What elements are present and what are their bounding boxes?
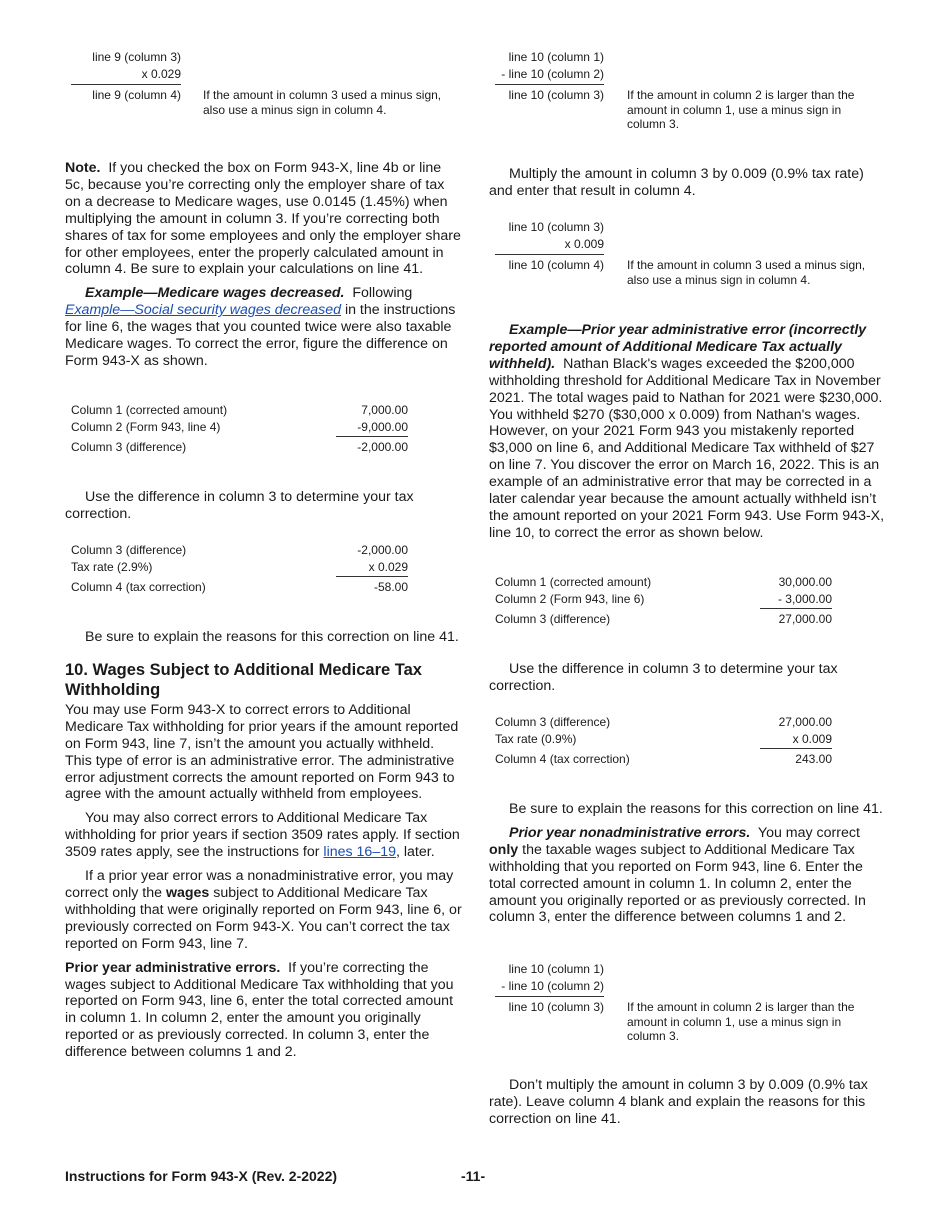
row-value: 27,000.00 xyxy=(778,612,832,626)
row-value: - 3,000.00 xyxy=(777,592,832,606)
row-value: 27,000.00 xyxy=(778,715,832,729)
table-row xyxy=(71,559,408,575)
table-medicare-difference xyxy=(65,402,463,458)
table-row xyxy=(71,439,408,455)
table-prior-difference xyxy=(489,574,889,630)
table-rule xyxy=(336,576,408,577)
row-value: -2,000.00 xyxy=(357,440,408,454)
nonadmin-lead: Prior year nonadministrative errors. xyxy=(509,824,751,841)
section-10-p4 xyxy=(65,960,463,1061)
row-value: -9,000.00 xyxy=(357,420,408,434)
nonadmin-paragraph xyxy=(489,825,889,926)
calc-line1: line 10 (column 3) xyxy=(508,220,604,234)
calc-line2: x 0.009 xyxy=(564,237,604,251)
dont-multiply-paragraph: Don’t multiply the amount in column 3 by 0.009 (0.9% tax rate). Leave column 4 blank and explain the reasons for this correction on line 41. xyxy=(489,1077,868,1127)
row-label: Tax rate (2.9%) xyxy=(71,560,153,574)
calc-result: line 10 (column 4) xyxy=(508,258,604,272)
calc-rule xyxy=(495,84,604,85)
example-prior-text: Nathan Black's wages exceeded the $200,000 withholding threshold for Additional Medicare Tax in November 2021. The total wages paid to Nathan for 2021 were $230,000. You withheld $270 ($30,000 x 0.009) from Nathan's wages. However, on your 2021 Form 943 you mistakenly reported $3,000 on line 6, and Additional Medicare Tax withheld of $27 on line 7. You discover the error on March 16, 2022. This is an example of an administrative error that may be corrected in a later calendar year because the amount actually withheld isn’t the amount reported on your 2021 Form 943. Use Form 943-X, line 10, to correct the error as shown below. xyxy=(489,355,885,541)
row-value: 30,000.00 xyxy=(778,575,832,589)
use-difference-left: Use the difference in column 3 to determine your tax correction. xyxy=(65,489,414,522)
table-prior-tax xyxy=(489,714,889,770)
table-row xyxy=(71,419,408,435)
calc-rule xyxy=(495,254,604,255)
example-medicare-paragraph xyxy=(65,285,463,370)
explain-right: Be sure to explain the reasons for this correction on line 41. xyxy=(509,801,883,817)
table-row xyxy=(495,731,832,747)
table-row xyxy=(495,714,832,730)
example-prior-paragraph xyxy=(489,322,889,542)
row-label: Column 4 (tax correction) xyxy=(71,580,206,594)
row-label: Column 3 (difference) xyxy=(495,612,611,626)
calc-line1: line 9 (column 3) xyxy=(92,50,181,64)
calc-rule xyxy=(495,996,604,997)
calc-line9 xyxy=(65,48,463,120)
row-label: Column 2 (Form 943, line 6) xyxy=(495,592,645,606)
calc-line1: line 10 (column 1) xyxy=(508,50,604,64)
table-medicare-tax xyxy=(65,542,463,598)
example-medicare-lead: Example—Medicare wages decreased. xyxy=(85,285,345,302)
row-label: Column 1 (corrected amount) xyxy=(495,575,652,589)
lines-16-19-link[interactable]: lines 16–19 xyxy=(323,844,396,861)
p3-text-after: subject to Additional Medicare Tax withholding that were originally reported on Form 943, line 6, or previously corrected on Form 943-X. You can’t correct the tax reported on Form 943, line 7. xyxy=(65,884,462,952)
example-prior-lead: Example—Prior year administrative error (incorrectly reported amount of Additional Medicare Tax actually withheld). xyxy=(489,322,867,372)
use-difference-right: Use the difference in column 3 to determine your tax correction. xyxy=(489,661,838,694)
p3-text-before: If a prior year error was a nonadministrative error, you may correct only the xyxy=(65,868,454,901)
row-value: -2,000.00 xyxy=(357,543,408,557)
calc-line10-diff-top xyxy=(489,48,889,138)
row-value: 243.00 xyxy=(795,752,832,766)
note-paragraph xyxy=(65,160,463,278)
note-lead: Note. xyxy=(65,160,101,176)
explain-left: Be sure to explain the reasons for this correction on line 41. xyxy=(85,629,459,645)
calc-note: If the amount in column 2 is larger than the amount in column 1, use a minus sign in column 3. xyxy=(627,1000,855,1043)
section-10-p1: You may use Form 943-X to correct errors to Additional Medicare Tax withholding for prior years if the amount reported on Form 943, line 7, isn’t the amount you actually withheld. This type of error is an administrative error. The administrative error adjustment corrects the amount reported on Form 943 to agree with the amount actually withheld from employees. xyxy=(65,701,459,803)
example-social-security-link[interactable]: Example—Social security wages decreased xyxy=(65,302,341,319)
p2-text-before: You may also correct errors to Additional Medicare Tax withholding for prior years if section 3509 rates apply. If section 3509 rates apply, see the instructions for xyxy=(65,810,460,861)
page-number: -11- xyxy=(461,1168,486,1184)
row-value: 7,000.00 xyxy=(361,403,408,417)
section-10-heading: 10. Wages Subject to Additional Medicare Tax Withholding xyxy=(65,660,422,699)
nonadmin-bold: only xyxy=(489,841,519,858)
nonadmin-text-before: You may correct xyxy=(757,824,860,841)
footer-title: Instructions for Form 943-X (Rev. 2-2022) xyxy=(65,1168,338,1184)
calc-note: If the amount in column 3 used a minus sign, also use a minus sign in column 4. xyxy=(627,258,866,287)
p2-text-after: , later. xyxy=(396,844,435,861)
row-label: Column 4 (tax correction) xyxy=(495,752,630,766)
calc-line1: line 10 (column 1) xyxy=(508,962,604,976)
row-label: Column 3 (difference) xyxy=(71,440,187,454)
table-rule xyxy=(336,436,408,437)
section-10-p2 xyxy=(65,810,463,861)
row-value: x 0.009 xyxy=(792,732,832,746)
p4-lead: Prior year administrative errors. xyxy=(65,959,281,976)
calc-rule xyxy=(71,84,181,85)
row-label: Column 3 (difference) xyxy=(495,715,611,729)
table-row xyxy=(495,574,832,590)
row-label: Column 3 (difference) xyxy=(71,543,187,557)
calc-result: line 10 (column 3) xyxy=(508,1000,604,1014)
example-medicare-text-before: Following xyxy=(352,285,413,302)
page-footer xyxy=(65,1168,885,1186)
calc-result: line 9 (column 4) xyxy=(92,88,181,102)
table-row xyxy=(495,611,832,627)
p3-bold: wages xyxy=(165,884,210,901)
row-label: Column 1 (corrected amount) xyxy=(71,403,228,417)
calc-line10-diff-bottom xyxy=(489,960,889,1050)
table-rule xyxy=(760,608,832,609)
table-row xyxy=(71,542,408,558)
calc-result: line 10 (column 3) xyxy=(508,88,604,102)
table-row xyxy=(71,402,408,418)
table-row xyxy=(71,579,408,595)
calc-line10-tax xyxy=(489,218,889,290)
row-value: -58.00 xyxy=(373,580,408,594)
note-text: If you checked the box on Form 943-X, line 4b or line 5c, because you’re correcting only the employer share of tax on a decrease to Medicare wages, use 0.0145 (1.45%) when multiplying the amount in column 3. If you’re correcting both shares of tax for some employees and only the employer share for other employees, enter the properly calculated amount in column 4. Be sure to explain your calculations on line 41. xyxy=(65,160,461,278)
section-10-p3 xyxy=(65,868,463,953)
calc-note: If the amount in column 3 used a minus sign, also use a minus sign in column 4. xyxy=(203,88,442,117)
multiply-paragraph: Multiply the amount in column 3 by 0.009 (0.9% tax rate) and enter that result in column 4. xyxy=(489,166,864,199)
row-label: Tax rate (0.9%) xyxy=(495,732,577,746)
calc-line2: x 0.029 xyxy=(141,67,181,81)
nonadmin-text-after: the taxable wages subject to Additional Medicare Tax withholding that you reported on Form 943, line 6. Enter the total corrected amount in column 1. In column 2, enter the amount you originally reported or as previously corrected. In column 3, enter the difference between columns 1 and 2. xyxy=(489,841,866,926)
calc-note: If the amount in column 2 is larger than the amount in column 1, use a minus sign in column 3. xyxy=(627,88,855,131)
calc-line2: - line 10 (column 2) xyxy=(501,979,604,993)
table-rule xyxy=(760,748,832,749)
calc-line2: - line 10 (column 2) xyxy=(501,67,604,81)
table-row xyxy=(495,751,832,767)
p4-text: If you’re correcting the wages subject to Additional Medicare Tax withholding that you reported on Form 943, line 6, enter the total corrected amount in column 1. In column 2, enter the amount you originally reported or as previously corrected. In column 3, enter the difference between columns 1 and 2. xyxy=(65,959,454,1061)
row-value: x 0.029 xyxy=(368,560,408,574)
table-row xyxy=(495,591,832,607)
row-label: Column 2 (Form 943, line 4) xyxy=(71,420,221,434)
example-medicare-text-after: in the instructions for line 6, the wages that you counted twice were also taxable Medicare wages. To correct the error, figure the difference on Form 943-X as shown. xyxy=(65,302,456,369)
